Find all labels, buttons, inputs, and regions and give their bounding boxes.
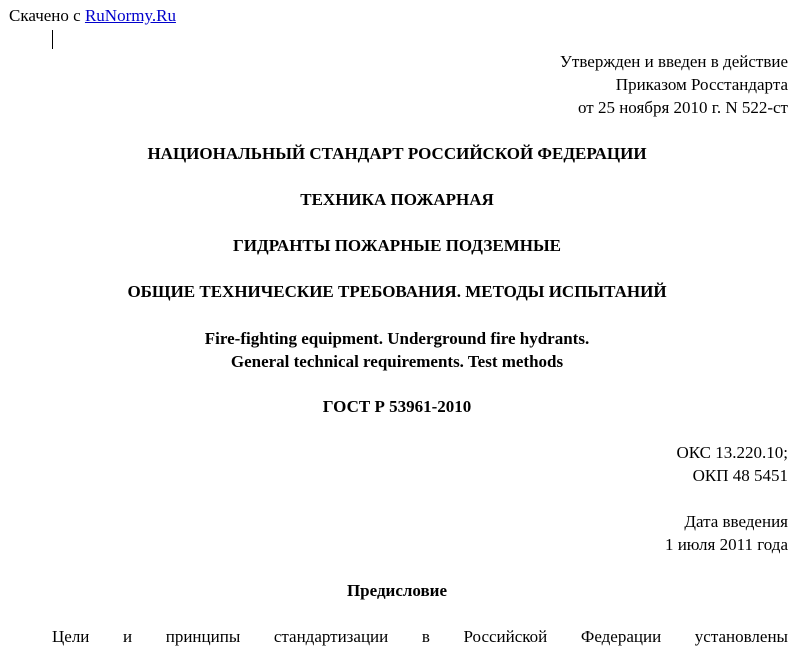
oks-code: ОКС 13.220.10; bbox=[676, 443, 788, 462]
preface-word: в bbox=[421, 627, 430, 646]
introduction-label: Дата введения bbox=[684, 512, 788, 531]
preface-heading: Предисловие bbox=[346, 581, 448, 600]
english-title bbox=[0, 327, 794, 373]
preface-word: Российской bbox=[463, 627, 548, 646]
preface-word: Федерации bbox=[580, 627, 662, 646]
approval-line-2: Приказом Росстандарта bbox=[615, 75, 788, 94]
preface-word: установлены bbox=[694, 627, 788, 646]
approval-line-3: от 25 ноября 2010 г. N 522-ст bbox=[578, 98, 788, 117]
classification-block bbox=[676, 441, 788, 487]
english-title-line-2: General technical requirements. Test methods bbox=[230, 352, 564, 371]
introduction-date: 1 июля 2011 года bbox=[664, 535, 788, 554]
preface-word: стандартизации bbox=[273, 627, 389, 646]
standard-title-scope: ОБЩИЕ ТЕХНИЧЕСКИЕ ТРЕБОВАНИЯ. МЕТОДЫ ИСПЫТАНИЙ bbox=[127, 282, 667, 301]
standard-number: ГОСТ Р 53961-2010 bbox=[322, 397, 472, 416]
text-cursor bbox=[52, 30, 53, 49]
standard-title-national: НАЦИОНАЛЬНЫЙ СТАНДАРТ РОССИЙСКОЙ ФЕДЕРАЦИИ bbox=[147, 144, 647, 163]
okp-code: ОКП 48 5451 bbox=[692, 466, 788, 485]
approval-line-1: Утвержден и введен в действие bbox=[559, 52, 788, 71]
preface-word: и bbox=[123, 627, 133, 646]
introduction-date-block bbox=[665, 510, 788, 556]
preface-word: Цели bbox=[52, 627, 90, 646]
source-link[interactable]: RuNormy.Ru bbox=[84, 6, 176, 25]
source-line bbox=[9, 6, 176, 26]
standard-title-subject: ГИДРАНТЫ ПОЖАРНЫЕ ПОДЗЕМНЫЕ bbox=[232, 236, 562, 255]
source-prefix: Скачено с bbox=[9, 6, 85, 25]
english-title-line-1: Fire-fighting equipment. Underground fire hydrants. bbox=[204, 329, 590, 348]
standard-title-category: ТЕХНИКА ПОЖАРНАЯ bbox=[300, 190, 494, 209]
preface-paragraph bbox=[52, 626, 788, 648]
preface-word: принципы bbox=[165, 627, 241, 646]
approval-block bbox=[560, 50, 788, 119]
